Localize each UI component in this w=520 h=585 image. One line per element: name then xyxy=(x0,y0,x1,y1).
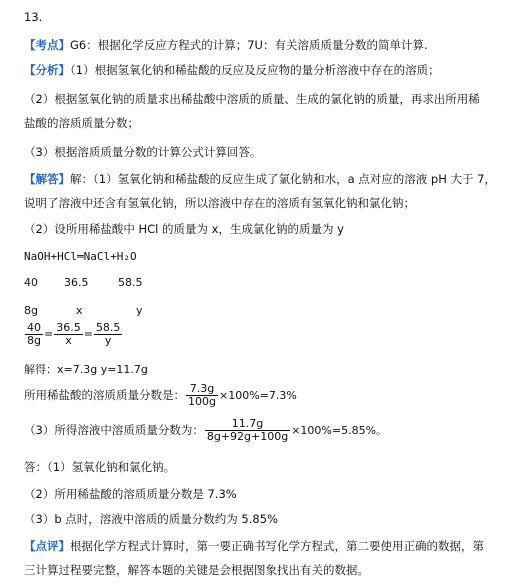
dianping-a: 根据化学方程式计算时，第一要正确书写化学方程式，第二要使用正确的数据，第 xyxy=(70,539,484,553)
ratio-1: $\frac{40}{8g}$ xyxy=(27,321,41,347)
hcl-fraction-line xyxy=(24,383,297,408)
var-x: x xyxy=(76,304,83,317)
nacl-label: （3）所得溶液中溶质质量分数为： xyxy=(24,423,204,437)
ratio-2: $\frac{36.5}{x}$ xyxy=(56,321,81,347)
solve-result: 解得：x=7.3g y=11.7g xyxy=(24,363,148,376)
answer-2: （2）所用稀盐酸的溶质质量分数是 7.3% xyxy=(24,487,237,501)
ratio-3: $\frac{58.5}{y}$ xyxy=(95,321,121,347)
var-y: y xyxy=(136,304,143,317)
chemical-equation: NaOH+HCl═NaCl+H₂O xyxy=(24,250,137,263)
ratio-equation xyxy=(24,322,123,347)
fenxi-2a: （2）根据氢氧化钠的质量求出稀盐酸中溶质的质量、生成的氯化钠的质量，再求出所用稀 xyxy=(24,92,480,106)
jieda-line xyxy=(24,172,496,186)
mass-58-5: 58.5 xyxy=(118,276,143,289)
dianping-b: 三计算过程要完整，解答本题的关键是会根据图象找出有关的数据。 xyxy=(24,563,369,577)
jieda-1a: 解：（1）氢氧化钠和稀盐酸的反应生成了氯化钠和水，a 点对应的溶液 pH 大于 7， xyxy=(70,172,496,186)
fenxi-line xyxy=(24,63,440,77)
hcl-tail: ×100%=7.3% xyxy=(218,389,297,402)
kaodian-tag: 【考点】 xyxy=(24,38,70,52)
nacl-fraction-line xyxy=(24,418,387,443)
nacl-tail: ×100%=5.85%。 xyxy=(291,424,388,437)
answer-1: 答：（1）氢氧化钠和氯化钠。 xyxy=(24,460,176,474)
hcl-label: 所用稀盐酸的溶质质量分数是： xyxy=(24,388,185,402)
fenxi-tag: 【分析】 xyxy=(24,63,70,77)
jieda-1b: 说明了溶液中还含有氢氧化钠，所以溶液中存在的溶质有氢氧化钠和氯化钠； xyxy=(24,196,415,210)
eq-sign-2: = xyxy=(83,327,93,341)
dianping-line xyxy=(24,539,484,553)
fenxi-1: （1）根据氢氧化钠和稀盐酸的反应及反应物的量分析溶液中存在的溶质； xyxy=(70,63,440,77)
eq-sign-1: = xyxy=(44,327,54,341)
question-number: 13. xyxy=(24,10,43,24)
answer-3: （3）b 点时，溶液中溶质的质量分数约为 5.85% xyxy=(24,512,278,526)
jieda-tag: 【解答】 xyxy=(24,172,70,186)
mass-36-5: 36.5 xyxy=(64,276,89,289)
fenxi-2b: 盐酸的溶质质量分数； xyxy=(24,116,139,130)
jieda-2: （2）设所用稀盐酸中 HCl 的质量为 x，生成氯化钠的质量为 y xyxy=(24,222,344,236)
var-8g: 8g xyxy=(24,304,38,317)
nacl-fraction: $\frac{11.7g}{8g+92g+100g}$ xyxy=(206,417,289,443)
kaodian-line xyxy=(24,38,428,52)
fenxi-3: （3）根据溶质质量分数的计算公式计算回答。 xyxy=(24,145,262,159)
dianping-tag: 【点评】 xyxy=(24,539,70,553)
hcl-fraction: $\frac{7.3g}{100g}$ xyxy=(188,382,216,408)
kaodian-text: G6：根据化学反应方程式的计算；7U：有关溶质质量分数的简单计算. xyxy=(70,38,428,52)
mass-40: 40 xyxy=(24,276,38,289)
